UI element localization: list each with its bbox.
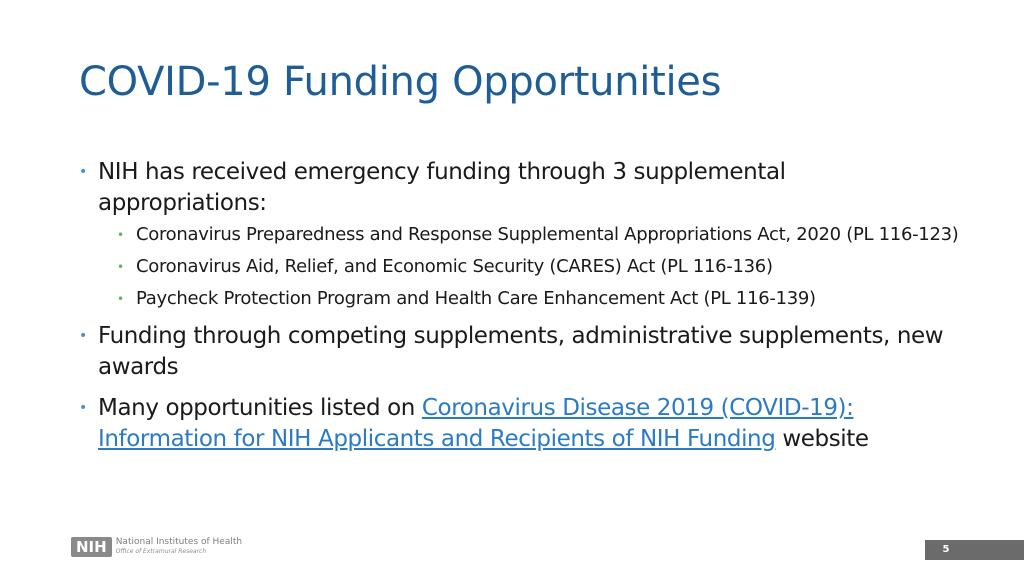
nih-logo-mark: NIH [71,537,112,557]
sub-bullet-item [98,255,959,279]
nih-logo [71,537,242,557]
nih-logo-sub: Office of Extramural Research [115,548,207,555]
nih-logo-text [116,537,242,557]
bullet-item-funding-types [79,321,959,383]
sub-bullet-list [98,223,959,311]
nih-logo-main: National Institutes of Health [115,537,243,547]
sub-bullet-dot-icon: • [117,260,124,274]
covid-info-link[interactable]: Coronavirus Disease 2019 (COVID-19): Information for NIH Applicants and Recipients of NIH Funding [98,395,854,452]
bullet-dot-icon: • [79,328,87,344]
bullet-text-before: Many opportunities listed on [98,395,422,421]
bullet-item-opportunities [79,393,959,455]
bullet-dot-icon: • [79,400,87,416]
sub-bullet-text: Coronavirus Preparedness and Response Supplemental Appropriations Act, 2020 (PL 116-123) [136,224,959,245]
bullet-dot-icon: • [79,164,87,180]
bullet-text: NIH has received emergency funding through 3 supplemental appropriations: [98,159,786,216]
bullet-text-after: website [775,426,869,452]
page-number: 5 [942,544,950,555]
sub-bullet-item [98,223,959,247]
slide-title: COVID-19 Funding Opportunities [79,59,722,105]
sub-bullet-dot-icon: • [117,228,124,242]
sub-bullet-text: Coronavirus Aid, Relief, and Economic Security (CARES) Act (PL 116-136) [136,256,773,277]
bullet-item-funding-sources [79,157,959,311]
sub-bullet-dot-icon: • [117,292,124,306]
bullet-text: Funding through competing supplements, administrative supplements, new awards [98,323,944,380]
sub-bullet-text: Paycheck Protection Program and Health Care Enhancement Act (PL 116-139) [136,288,816,309]
sub-bullet-item [98,287,959,311]
bullet-list [79,157,959,465]
